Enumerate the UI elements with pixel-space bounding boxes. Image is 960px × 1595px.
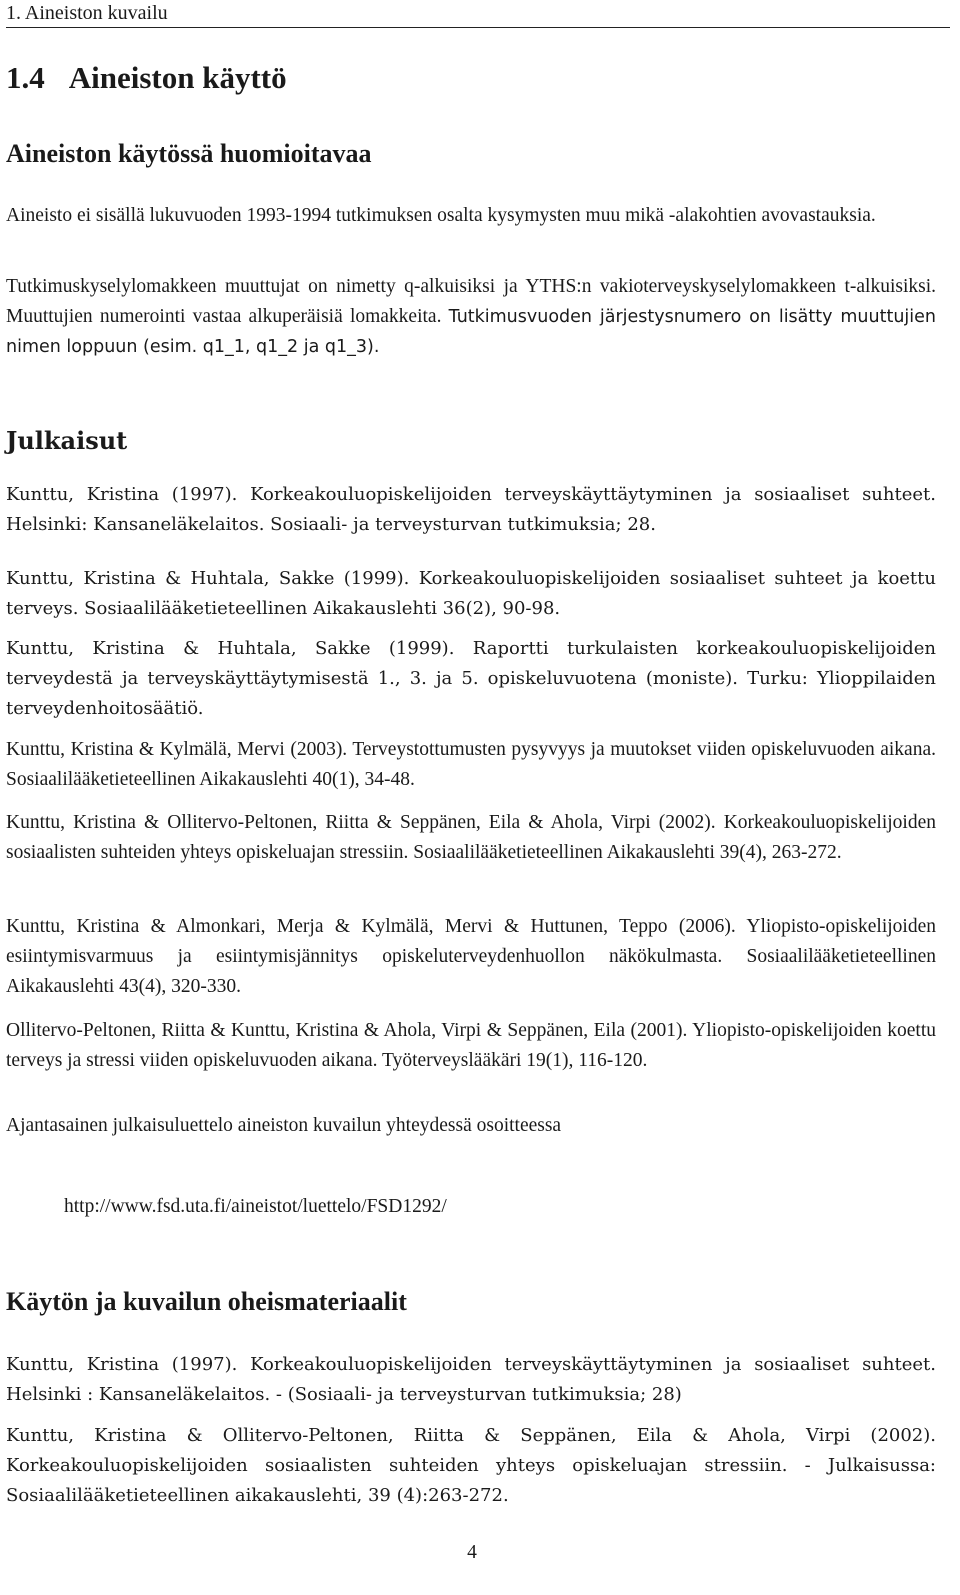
notes-paragraph-1: Aineisto ei sisällä lukuvuoden 1993-1994 tutkimuksen osalta kysymysten muu mikä -alakohtien avovastauksia.: [6, 205, 876, 226]
reference-item: Kunttu, Kristina (1997). Korkeakouluopiskelijoiden terveyskäyttäytyminen ja sosiaaliset suhteet. Helsinki: Kansaneläkelaitos. Sosiaali- ja terveysturvan tutkimuksia; 28.: [6, 484, 936, 535]
reference-item: Kunttu, Kristina & Huhtala, Sakke (1999). Korkeakouluopiskelijoiden sosiaaliset suhteet ja koettu terveys. Sosiaalilääketieteellinen Aikakauslehti 36(2), 90-98.: [6, 568, 936, 619]
reference-item: Kunttu, Kristina & Almonkari, Merja & Kylmälä, Mervi & Huttunen, Teppo (2006). Yliopisto-opiskelijoiden esiintymisvarmuus ja esiintymisjännitys opiskeluterveydenhuollon näkökulmasta. Sosiaalilääketieteellinen Aikakauslehti 43(4), 320-330.: [6, 916, 936, 997]
reference-item: Kunttu, Kristina & Kylmälä, Mervi (2003). Terveystottumusten pysyvyys ja muutokset viiden opiskeluvuoden aikana. Sosiaalilääketieteellinen Aikakauslehti 40(1), 34-48.: [6, 739, 936, 790]
notes-paragraph-2-part-2: Tutkimusvuoden järjestysnumero on lisätty muuttujien nimen loppuun (esim. q1_1, q1_2 ja q1_3).: [6, 307, 936, 357]
running-header: 1. Aineiston kuvailu: [6, 0, 950, 28]
notes-paragraph-2: [6, 272, 936, 362]
supplementary-reference-item: Kunttu, Kristina (1997). Korkeakouluopiskelijoiden terveyskäyttäytyminen ja sosiaaliset suhteet. Helsinki : Kansaneläkelaitos. - (Sosiaali- ja terveysturvan tutkimuksia; 28): [6, 1354, 936, 1405]
publication-list-intro: Ajantasainen julkaisuluettelo aineiston kuvailun yhteydessä osoitteessa: [6, 1115, 562, 1136]
section-number: 1.4: [6, 60, 45, 95]
section-title: [6, 58, 287, 98]
publications-heading: Julkaisut: [6, 426, 128, 455]
reference-item: Kunttu, Kristina & Huhtala, Sakke (1999). Raportti turkulaisten korkeakouluopiskelijoiden terveydestä ja terveyskäyttäytymisestä 1., 3. ja 5. opiskeluvuotena (moniste). Turku: Ylioppilaiden terveydenhoitosäätiö.: [6, 638, 936, 719]
publication-list-url[interactable]: http://www.fsd.uta.fi/aineistot/luettelo/FSD1292/: [64, 1196, 447, 1217]
page-number: 4: [467, 1542, 477, 1563]
notes-heading: Aineiston käytössä huomioitavaa: [6, 139, 372, 168]
section-title-text: Aineiston käyttö: [68, 60, 287, 95]
supplementary-heading: Käytön ja kuvailun oheismateriaalit: [6, 1287, 407, 1316]
reference-item: Kunttu, Kristina & Ollitervo-Peltonen, Riitta & Seppänen, Eila & Ahola, Virpi (2002). Korkeakouluopiskelijoiden sosiaalisten suhteiden yhteys opiskeluajan stressiin. Sosiaalilääketieteellinen Aikakauslehti 39(4), 263-272.: [6, 812, 936, 863]
reference-item: Ollitervo-Peltonen, Riitta & Kunttu, Kristina & Ahola, Virpi & Seppänen, Eila (2001). Yliopisto-opiskelijoiden koettu terveys ja stressi viiden opiskeluvuoden aikana. Työterveyslääkäri 19(1), 116-120.: [6, 1020, 936, 1071]
supplementary-reference-item: Kunttu, Kristina & Ollitervo-Peltonen, Riitta & Seppänen, Eila & Ahola, Virpi (2002). Korkeakouluopiskelijoiden sosiaalisten suhteiden yhteys opiskeluajan stressiin. - Julkaisussa: Sosiaalilääketieteellinen aikakauslehti, 39 (4):263-272.: [6, 1425, 936, 1506]
notes-paragraph-2-part-1: Tutkimuskyselylomakkeen muuttujat on nimetty q-alkuisiksi ja YTHS:n vakioterveyskyselylomakkeen t-alkuisiksi. Muuttujien numerointi vastaa alkuperäisiä lomakkeita.: [6, 276, 936, 327]
